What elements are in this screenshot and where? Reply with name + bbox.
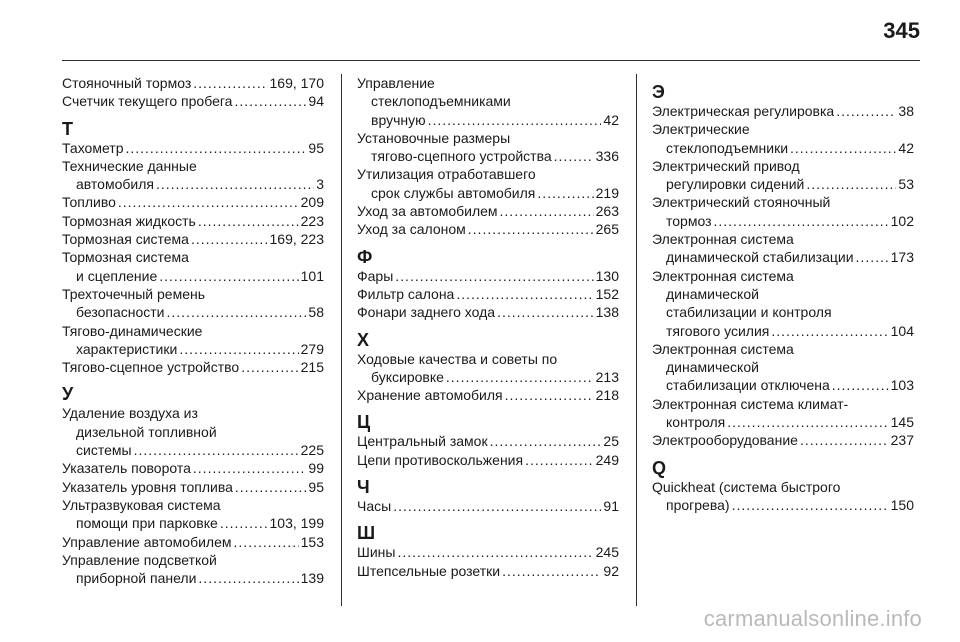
index-entry-text: Утилизация отработавшего bbox=[357, 166, 536, 183]
index-entry-text: Уход за салоном bbox=[357, 221, 466, 238]
index-entry-text: стеклоподъемники bbox=[666, 139, 789, 156]
dot-leader bbox=[732, 496, 889, 514]
index-entry bbox=[357, 202, 619, 220]
index-entry-text: стабилизации и контроля bbox=[666, 304, 832, 321]
dot-leader bbox=[497, 303, 594, 321]
page-reference: 38 bbox=[898, 103, 914, 119]
index-entry bbox=[62, 358, 324, 376]
index-entry-text: регулировки сидений bbox=[666, 176, 805, 193]
index-entry bbox=[357, 497, 619, 515]
index-entry bbox=[652, 431, 914, 449]
index-entry-text: Тягово-сцепное устройство bbox=[62, 359, 240, 376]
index-entry-text: Шины bbox=[357, 544, 396, 561]
page-reference: 249 bbox=[595, 451, 619, 468]
page-reference: 42 bbox=[603, 111, 619, 128]
index-entry-text: Управление bbox=[357, 75, 435, 91]
index-entry-text: Quickheat (система быстрого bbox=[652, 478, 841, 495]
index-entry-text: Фонари заднего хода bbox=[357, 304, 496, 321]
dot-leader bbox=[456, 285, 593, 303]
index-entry-text: Ультразвуковая система bbox=[62, 496, 221, 513]
index-entry-text: Электронная система bbox=[652, 231, 794, 248]
page-reference: 25 bbox=[603, 433, 619, 450]
index-entry-text: Тахометр bbox=[62, 139, 124, 156]
page-reference: 279 bbox=[300, 340, 324, 357]
index-entry bbox=[62, 193, 324, 211]
index-entry-text: прогрева) bbox=[666, 496, 730, 513]
dot-leader bbox=[235, 478, 307, 496]
index-entry-text: системы bbox=[76, 442, 132, 459]
dot-leader bbox=[714, 212, 889, 230]
dot-leader bbox=[500, 202, 594, 220]
index-entry-text: безопасности bbox=[76, 304, 165, 321]
page-reference: 150 bbox=[890, 496, 914, 513]
index-letter-heading: Ф bbox=[357, 246, 373, 267]
index-entry-text: Ходовые качества и советы по bbox=[357, 350, 558, 367]
page-reference: 95 bbox=[308, 478, 324, 495]
index-entry-text: стабилизации отключена bbox=[666, 377, 830, 394]
dot-leader bbox=[393, 497, 601, 515]
index-entry-text: Электрический привод bbox=[652, 157, 800, 174]
dot-leader bbox=[220, 514, 268, 532]
index-entry bbox=[652, 478, 914, 515]
page-reference: 104 bbox=[890, 322, 914, 339]
dot-leader bbox=[179, 340, 298, 358]
index-entry-text: срок службы автомобиля bbox=[371, 184, 536, 201]
page-reference: 101 bbox=[300, 267, 324, 284]
index-entry-text: Хранение автомобиля bbox=[357, 387, 503, 404]
page-reference: 237 bbox=[890, 432, 914, 449]
dot-leader bbox=[468, 220, 594, 238]
index-entry-text: Фары bbox=[357, 267, 394, 284]
index-entry-text: Фильтр салона bbox=[357, 285, 455, 302]
page-reference: 218 bbox=[595, 387, 619, 404]
dot-leader bbox=[234, 533, 299, 551]
index-entry bbox=[357, 451, 619, 469]
page-reference: 152 bbox=[595, 285, 619, 302]
index-entry bbox=[357, 220, 619, 238]
dot-leader bbox=[490, 432, 602, 450]
page-reference: 213 bbox=[595, 368, 619, 385]
dot-leader bbox=[156, 175, 314, 193]
dot-leader bbox=[800, 431, 889, 449]
page-reference: 103 bbox=[890, 377, 914, 394]
index-letter-heading: Э bbox=[652, 82, 665, 102]
page-reference: 219 bbox=[595, 184, 619, 201]
index-entry bbox=[357, 285, 619, 303]
index-entry bbox=[62, 459, 324, 477]
index-entry-text: Управление автомобилем bbox=[62, 533, 232, 550]
index-entry-text: Часы bbox=[357, 498, 392, 515]
dot-leader bbox=[446, 368, 594, 386]
page-reference: 225 bbox=[300, 442, 324, 459]
index-letter-heading: Т bbox=[62, 118, 73, 139]
index-entry-text: Тягово-динамические bbox=[62, 322, 203, 339]
page-reference: 103, 199 bbox=[269, 515, 324, 532]
column-divider bbox=[636, 74, 637, 606]
index-column-1 bbox=[62, 74, 324, 587]
dot-leader bbox=[193, 459, 307, 477]
dot-leader bbox=[125, 139, 306, 157]
index-entry bbox=[652, 120, 914, 157]
index-entry-text: Тормозная система bbox=[62, 231, 189, 248]
index-entry bbox=[357, 562, 619, 580]
page-reference: 153 bbox=[300, 533, 324, 550]
page-reference: 94 bbox=[308, 93, 324, 110]
column-divider bbox=[341, 74, 342, 606]
page-reference: 99 bbox=[308, 460, 324, 477]
index-entry-text: приборной панели bbox=[76, 570, 197, 587]
index-entry-text: Уход за автомобилем bbox=[357, 203, 498, 220]
page-reference: 245 bbox=[595, 544, 619, 561]
index-entry-text: динамической bbox=[666, 359, 759, 376]
index-entry bbox=[357, 267, 619, 285]
page-reference: 92 bbox=[603, 562, 619, 579]
index-entry bbox=[357, 74, 619, 129]
index-column-3 bbox=[652, 74, 914, 514]
index-entry-text: Указатель поворота bbox=[62, 460, 191, 477]
dot-leader bbox=[167, 303, 307, 321]
dot-leader bbox=[832, 376, 889, 394]
dot-leader bbox=[790, 139, 896, 157]
index-entry bbox=[62, 212, 324, 230]
index-entry bbox=[62, 248, 324, 285]
index-entry-text: тягово-сцепного устройства bbox=[371, 148, 552, 165]
index-entry bbox=[357, 129, 619, 166]
index-letter-heading: Ц bbox=[357, 412, 371, 433]
page-reference: 263 bbox=[595, 203, 619, 220]
dot-leader bbox=[134, 441, 299, 459]
index-entry-text: Электронная система bbox=[652, 267, 794, 284]
page-number: 345 bbox=[883, 18, 920, 43]
page-reference: 169, 170 bbox=[269, 75, 324, 91]
index-entry bbox=[62, 478, 324, 496]
index-entry bbox=[357, 386, 619, 404]
index-entry bbox=[357, 303, 619, 321]
index-entry-text: Электронная система климат- bbox=[652, 395, 849, 412]
index-entry bbox=[62, 139, 324, 157]
index-entry-text: тягового усилия bbox=[666, 322, 770, 339]
index-letter-heading: У bbox=[62, 384, 74, 405]
dot-leader bbox=[727, 413, 888, 431]
index-entry bbox=[652, 193, 914, 230]
index-entry-text: Топливо bbox=[62, 194, 116, 211]
dot-leader bbox=[554, 147, 594, 165]
index-entry-text: Тормозная система bbox=[62, 249, 189, 266]
index-entry bbox=[62, 285, 324, 322]
dot-leader bbox=[397, 543, 593, 561]
index-entry bbox=[62, 74, 324, 92]
index-entry-text: Электрические bbox=[652, 121, 750, 138]
dot-leader bbox=[241, 358, 298, 376]
dot-leader bbox=[118, 193, 299, 211]
dot-leader bbox=[159, 267, 298, 285]
page-reference: 215 bbox=[300, 359, 324, 376]
dot-leader bbox=[428, 111, 602, 129]
index-entry bbox=[357, 432, 619, 450]
index-entry bbox=[357, 350, 619, 387]
page-reference: 336 bbox=[595, 148, 619, 165]
index-entry-text: Центральный замок bbox=[357, 433, 488, 450]
index-entry bbox=[62, 533, 324, 551]
dot-leader bbox=[198, 212, 299, 230]
index-entry-text: Счетчик текущего пробега bbox=[62, 93, 233, 110]
index-entry-text: Технические данные bbox=[62, 157, 197, 174]
dot-leader bbox=[525, 451, 594, 469]
index-entry-text: тормоз bbox=[666, 212, 712, 229]
dot-leader bbox=[537, 184, 593, 202]
index-entry-text: и сцепление bbox=[76, 267, 158, 284]
page-reference: 130 bbox=[595, 267, 619, 284]
index-entry bbox=[652, 102, 914, 120]
index-entry bbox=[62, 92, 324, 110]
page-reference: 223 bbox=[300, 212, 324, 229]
index-entry-text: вручную bbox=[371, 111, 426, 128]
header-rule bbox=[62, 60, 920, 61]
watermark: carmanualsonline.info bbox=[703, 606, 922, 631]
index-letter-heading: Х bbox=[357, 329, 370, 350]
page-reference: 138 bbox=[595, 304, 619, 321]
page-reference: 173 bbox=[890, 249, 914, 266]
index-entry bbox=[62, 404, 324, 459]
page-reference: 95 bbox=[308, 139, 324, 156]
dot-leader bbox=[806, 175, 896, 193]
index-entry-text: динамической bbox=[666, 285, 759, 302]
index-entry bbox=[62, 230, 324, 248]
index-entry bbox=[357, 165, 619, 202]
page-reference: 145 bbox=[890, 414, 914, 431]
page-reference: 53 bbox=[898, 176, 914, 193]
index-entry-text: Указатель уровня топлива bbox=[62, 478, 233, 495]
index-entry-text: Стояночный тормоз bbox=[62, 75, 192, 91]
index-entry bbox=[652, 267, 914, 340]
index-entry-text: Управление подсветкой bbox=[62, 551, 217, 568]
index-entry bbox=[62, 322, 324, 359]
index-entry-text: Цепи противоскольжения bbox=[357, 451, 524, 468]
index-entry bbox=[357, 543, 619, 561]
page-reference: 209 bbox=[300, 194, 324, 211]
page-reference: 3 bbox=[316, 176, 324, 193]
index-letter-heading: Q bbox=[652, 457, 667, 478]
index-letter-heading: Ч bbox=[357, 477, 370, 498]
index-entry-text: Установочные размеры bbox=[357, 129, 511, 146]
index-entry bbox=[62, 157, 324, 194]
index-entry-text: дизельной топливной bbox=[76, 423, 217, 440]
index-entry-text: Электрооборудование bbox=[652, 432, 798, 449]
page-reference: 139 bbox=[300, 570, 324, 587]
index-entry bbox=[652, 340, 914, 395]
index-entry-text: характеристики bbox=[76, 340, 178, 357]
index-entry-text: Трехточечный ремень bbox=[62, 285, 206, 302]
index-entry bbox=[652, 230, 914, 267]
dot-leader bbox=[836, 102, 896, 120]
index-entry-text: стеклоподъемниками bbox=[371, 93, 511, 110]
dot-leader bbox=[505, 386, 594, 404]
index-entry-text: Электрический стояночный bbox=[652, 194, 831, 211]
dot-leader bbox=[198, 569, 298, 587]
index-entry bbox=[652, 395, 914, 432]
page-reference: 58 bbox=[308, 304, 324, 321]
index-entry-text: Тормозная жидкость bbox=[62, 212, 196, 229]
index-entry bbox=[62, 496, 324, 533]
dot-leader bbox=[856, 248, 889, 266]
index-entry-text: Штепсельные розетки bbox=[357, 562, 501, 579]
index-entry-text: контроля bbox=[666, 414, 726, 431]
index-letter-heading: Ш bbox=[357, 523, 376, 544]
index-entry bbox=[652, 157, 914, 194]
page-reference: 265 bbox=[595, 221, 619, 238]
dot-leader bbox=[191, 230, 268, 248]
index-entry-text: Электронная система bbox=[652, 340, 794, 357]
dot-leader bbox=[771, 322, 888, 340]
dot-leader bbox=[193, 74, 267, 92]
page-reference: 169, 223 bbox=[269, 231, 324, 248]
dot-leader bbox=[234, 92, 306, 110]
page-reference: 91 bbox=[603, 498, 619, 515]
index-entry-text: помощи при парковке bbox=[76, 515, 218, 532]
dot-leader bbox=[502, 562, 601, 580]
index-entry-text: автомобиля bbox=[76, 176, 154, 193]
index-entry-text: Удаление воздуха из bbox=[62, 405, 198, 422]
dot-leader bbox=[395, 267, 593, 285]
page-reference: 102 bbox=[890, 212, 914, 229]
index-entry-text: динамической стабилизации bbox=[666, 249, 854, 266]
index-entry bbox=[62, 551, 324, 588]
index-entry-text: буксировке bbox=[371, 368, 444, 385]
index-entry-text: Электрическая регулировка bbox=[652, 103, 835, 119]
page-reference: 42 bbox=[898, 139, 914, 156]
index-column-2 bbox=[357, 74, 619, 580]
